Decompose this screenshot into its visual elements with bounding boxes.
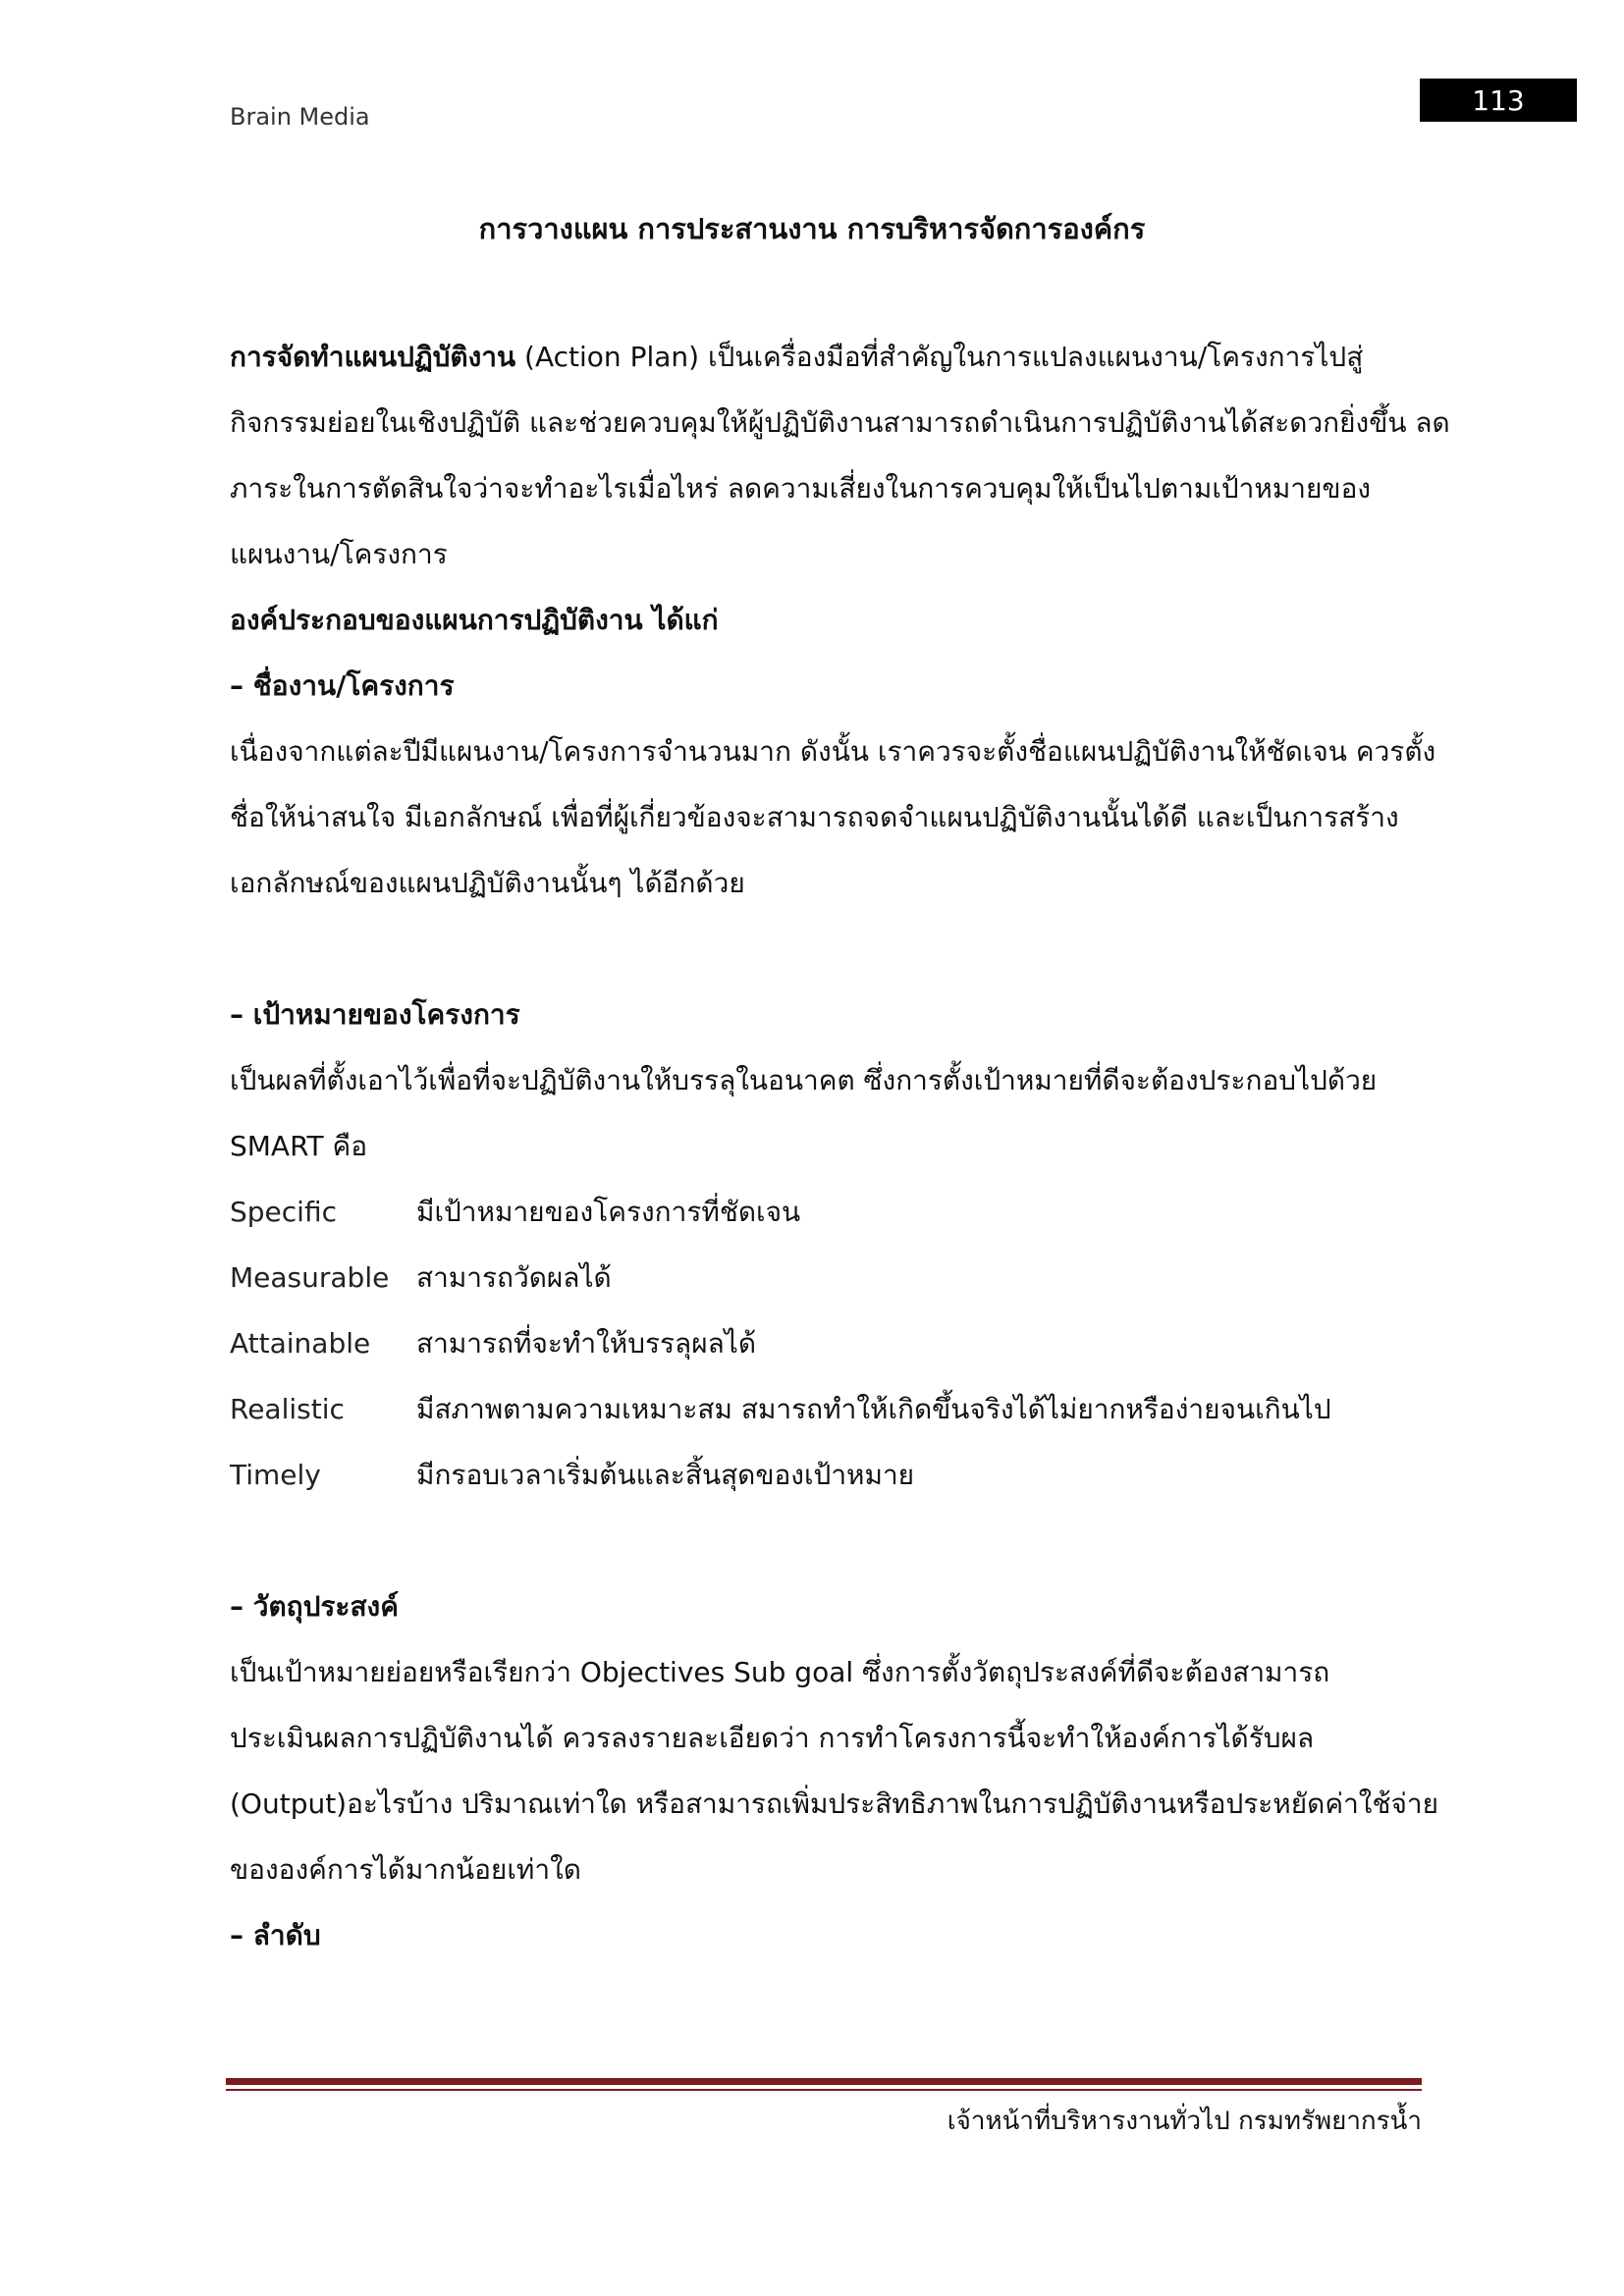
section-objective-heading: – วัตถุประสงค์ — [230, 1590, 399, 1623]
section-goal-line-2: SMART คือ — [230, 1130, 368, 1162]
intro-line-4: แผนงาน/โครงการ — [230, 538, 448, 570]
section-name-line-1: เนื่องจากแต่ละปีมีแผนงาน/โครงการจำนวนมาก ดังนั้น เราควรจะตั้งชื่อแผนปฏิบัติงานให้ชัดเจน ควรตั้ง — [230, 735, 1436, 768]
smart-term: Timely — [230, 1459, 321, 1491]
intro-line-1-rest: (Action Plan) เป็นเครื่องมือที่สำคัญในการแปลงแผนงาน/โครงการไปสู่ — [515, 341, 1364, 373]
smart-row-measurable — [230, 1245, 1428, 1310]
smart-term: Measurable — [230, 1261, 390, 1294]
smart-term: Attainable — [230, 1327, 371, 1360]
brand-label: Brain Media — [230, 103, 370, 131]
footer-rule-thin — [226, 2089, 1422, 2091]
intro-paragraph — [230, 324, 1450, 587]
components-heading: องค์ประกอบของแผนการปฏิบัติงาน ได้แก่ — [230, 604, 719, 636]
section-goal-heading: – เป้าหมายของโครงการ — [230, 998, 520, 1031]
footer-rule-thick — [226, 2078, 1422, 2085]
smart-term: Realistic — [230, 1393, 345, 1425]
section-goal-line-1: เป็นผลที่ตั้งเอาไว้เพื่อที่จะปฏิบัติงานให้บรรลุในอนาคต ซึ่งการตั้งเป้าหมายที่ดีจะต้องประกอบไปด้วย — [230, 1064, 1378, 1096]
intro-lead: การจัดทำแผนปฏิบัติงาน — [230, 341, 516, 373]
section-objective-line-2: ประเมินผลการปฏิบัติงานได้ ควรลงรายละเอียดว่า การทำโครงการนี้จะทำให้องค์การได้รับผล — [230, 1722, 1315, 1754]
section-objective-line-4: ขององค์การได้มากน้อยเท่าใด — [230, 1853, 581, 1886]
footer-text: เจ้าหน้าที่บริหารงานทั่วไป กรมทรัพยากรน้ำ — [947, 2107, 1422, 2136]
section-name-line-3: เอกลักษณ์ของแผนปฏิบัติงานนั้นๆ ได้อีกด้วย — [230, 867, 745, 899]
section-objective-line-1: เป็นเป้าหมายย่อยหรือเรียกว่า Objectives Sub goal ซึ่งการตั้งวัตถุประสงค์ที่ดีจะต้องสามารถ — [230, 1656, 1330, 1688]
section-name-line-2: ชื่อให้น่าสนใจ มีเอกลักษณ์ เพื่อที่ผู้เกี่ยวข้องจะสามารถจดจำแผนปฏิบัติงานนั้นได้ดี และเป็นการสร้าง — [230, 801, 1399, 833]
section-objective-line-3: (Output)อะไรบ้าง ปริมาณเท่าใด หรือสามารถเพิ่มประสิทธิภาพในการปฏิบัติงานหรือประหยัดค่าใช้จ่าย — [230, 1788, 1439, 1820]
intro-line-2: กิจกรรมย่อยในเชิงปฏิบัติ และช่วยควบคุมให้ผู้ปฏิบัติงานสามารถดำเนินการปฏิบัติงานได้สะดวกยิ่งขึ้น ลด — [230, 406, 1450, 439]
page-title: การวางแผน การประสานงาน การบริหารจัดการองค์กร — [478, 212, 1146, 245]
section-name-heading: – ชื่องาน/โครงการ — [230, 669, 455, 702]
spacer — [230, 916, 1428, 982]
spacer — [230, 1508, 1428, 1574]
smart-term: Specific — [230, 1196, 337, 1228]
smart-desc: มีเป้าหมายของโครงการที่ชัดเจน — [416, 1196, 801, 1228]
section-order-heading: – ลำดับ — [230, 1919, 321, 1951]
smart-row-specific — [230, 1179, 1428, 1245]
smart-row-attainable — [230, 1310, 1428, 1376]
page-number-badge: 113 — [1420, 79, 1577, 122]
smart-row-realistic — [230, 1376, 1428, 1442]
smart-row-timely — [230, 1442, 1428, 1508]
intro-line-3: ภาระในการตัดสินใจว่าจะทำอะไรเมื่อไหร่ ลดความเสี่ยงในการควบคุมให้เป็นไปตามเป้าหมายของ — [230, 472, 1372, 505]
document-body — [230, 324, 1450, 1968]
smart-desc: มีกรอบเวลาเริ่มต้นและสิ้นสุดของเป้าหมาย — [416, 1459, 915, 1491]
intro-line-1 — [230, 324, 1428, 390]
smart-desc: สามารถวัดผลได้ — [416, 1261, 612, 1294]
smart-desc: สามารถที่จะทำให้บรรลุผลได้ — [416, 1327, 757, 1360]
smart-desc: มีสภาพตามความเหมาะสม สมารถทำให้เกิดขึ้นจริงได้ไม่ยากหรือง่ายจนเกินไป — [416, 1393, 1331, 1425]
